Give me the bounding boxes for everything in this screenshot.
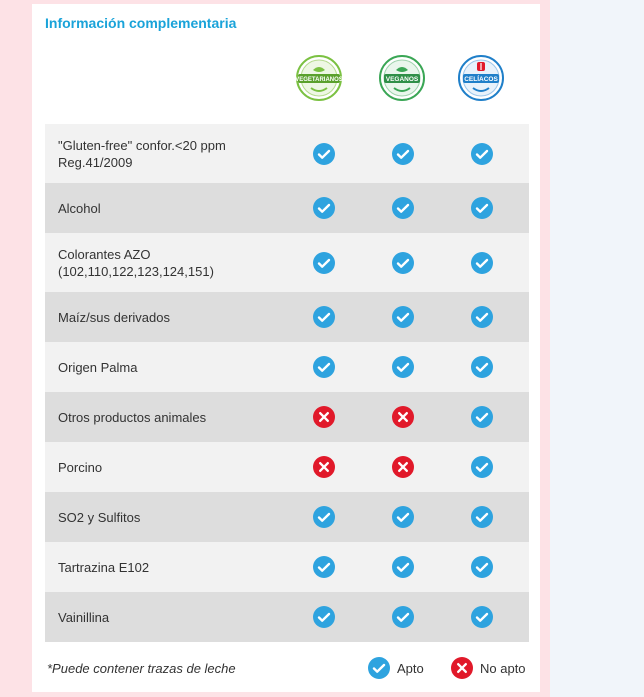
status-cell [312, 305, 336, 329]
page-side-area [550, 0, 644, 697]
row-label [58, 246, 293, 280]
page-margin-inner [22, 0, 32, 697]
trace-note: *Puede contener trazas de leche [47, 661, 236, 676]
page-margin-bottom [22, 692, 540, 697]
check-icon [312, 305, 336, 329]
row-label [58, 359, 293, 376]
check-icon [367, 656, 391, 680]
check-icon [470, 605, 494, 629]
celiac-logo-icon [457, 54, 505, 102]
row-label [58, 137, 293, 171]
row-label-line2: Reg.41/2009 [58, 154, 133, 170]
table-row [45, 542, 529, 592]
status-cell [391, 142, 415, 166]
check-icon [312, 505, 336, 529]
table-row [45, 392, 529, 442]
status-cell [391, 305, 415, 329]
vegan-label: VEGANOS [385, 76, 419, 83]
status-cell [470, 505, 494, 529]
check-icon [312, 555, 336, 579]
check-icon [470, 196, 494, 220]
table-row [45, 442, 529, 492]
check-icon [470, 251, 494, 275]
cross-icon [312, 405, 336, 429]
status-cell [470, 305, 494, 329]
page-margin-right [540, 0, 550, 697]
diet-logos [32, 54, 540, 114]
status-cell [470, 142, 494, 166]
status-cell [391, 555, 415, 579]
cross-icon [391, 455, 415, 479]
dietary-table [45, 124, 529, 642]
table-footer [45, 652, 529, 682]
row-label-line2: (102,110,122,123,124,151) [58, 263, 214, 279]
check-icon [470, 355, 494, 379]
row-label-line1: Maíz/sus derivados [58, 309, 170, 325]
status-cell [391, 455, 415, 479]
check-icon [391, 505, 415, 529]
row-label-line1: Porcino [58, 459, 103, 475]
check-icon [391, 196, 415, 220]
status-cell [312, 505, 336, 529]
section-title: Información complementaria [45, 15, 237, 31]
cross-icon [450, 656, 474, 680]
row-label-line1: Alcohol [58, 200, 101, 216]
status-cell [312, 142, 336, 166]
table-row [45, 292, 529, 342]
legend-no-apto-label: No apto [480, 660, 526, 676]
page-margin-left [0, 0, 22, 697]
vegetarian-label: VEGETARIANOS [295, 77, 343, 83]
row-label-line1: Otros productos animales [58, 409, 207, 425]
legend-no-apto [450, 656, 526, 680]
status-cell [312, 555, 336, 579]
row-label-line1: Tartrazina E102 [58, 559, 150, 575]
table-row [45, 592, 529, 642]
check-icon [470, 305, 494, 329]
status-cell [312, 405, 336, 429]
check-icon [470, 142, 494, 166]
status-cell [312, 196, 336, 220]
status-cell [470, 455, 494, 479]
table-row [45, 342, 529, 392]
check-icon [391, 555, 415, 579]
status-cell [470, 251, 494, 275]
check-icon [312, 142, 336, 166]
status-cell [470, 555, 494, 579]
row-label-line1: Colorantes AZO [58, 246, 151, 262]
status-cell [391, 251, 415, 275]
status-cell [391, 196, 415, 220]
status-cell [312, 251, 336, 275]
status-cell [470, 355, 494, 379]
row-label-line1: "Gluten-free" confor.<20 ppm [58, 137, 226, 153]
check-icon [312, 251, 336, 275]
check-icon [312, 605, 336, 629]
complementary-info-panel [32, 4, 540, 692]
check-icon [470, 505, 494, 529]
check-icon [391, 251, 415, 275]
legend-apto [367, 656, 424, 680]
row-label-line1: Origen Palma [58, 359, 138, 375]
cross-icon [391, 405, 415, 429]
row-label [58, 200, 293, 217]
check-icon [470, 555, 494, 579]
table-row [45, 233, 529, 292]
status-cell [391, 355, 415, 379]
status-cell [470, 196, 494, 220]
check-icon [312, 196, 336, 220]
row-label-line1: SO2 y Sulfitos [58, 509, 141, 525]
celiac-label: CELÍACOS [464, 76, 498, 83]
check-icon [470, 455, 494, 479]
check-icon [391, 355, 415, 379]
status-cell [470, 405, 494, 429]
status-cell [391, 605, 415, 629]
status-cell [391, 405, 415, 429]
row-label [58, 559, 293, 576]
check-icon [391, 142, 415, 166]
table-row [45, 124, 529, 183]
row-label [58, 609, 293, 626]
status-cell [470, 605, 494, 629]
cross-icon [312, 455, 336, 479]
legend-apto-label: Apto [397, 660, 424, 676]
status-cell [391, 505, 415, 529]
row-label [58, 459, 293, 476]
table-row [45, 492, 529, 542]
status-cell [312, 455, 336, 479]
check-icon [312, 355, 336, 379]
row-label [58, 409, 293, 426]
table-row [45, 183, 529, 233]
check-icon [391, 605, 415, 629]
check-icon [391, 305, 415, 329]
status-cell [312, 605, 336, 629]
row-label-line1: Vainillina [58, 609, 110, 625]
row-label [58, 509, 293, 526]
vegan-logo-icon [378, 54, 426, 102]
status-cell [312, 355, 336, 379]
check-icon [470, 405, 494, 429]
vegetarian-logo-icon [295, 54, 343, 102]
row-label [58, 309, 293, 326]
